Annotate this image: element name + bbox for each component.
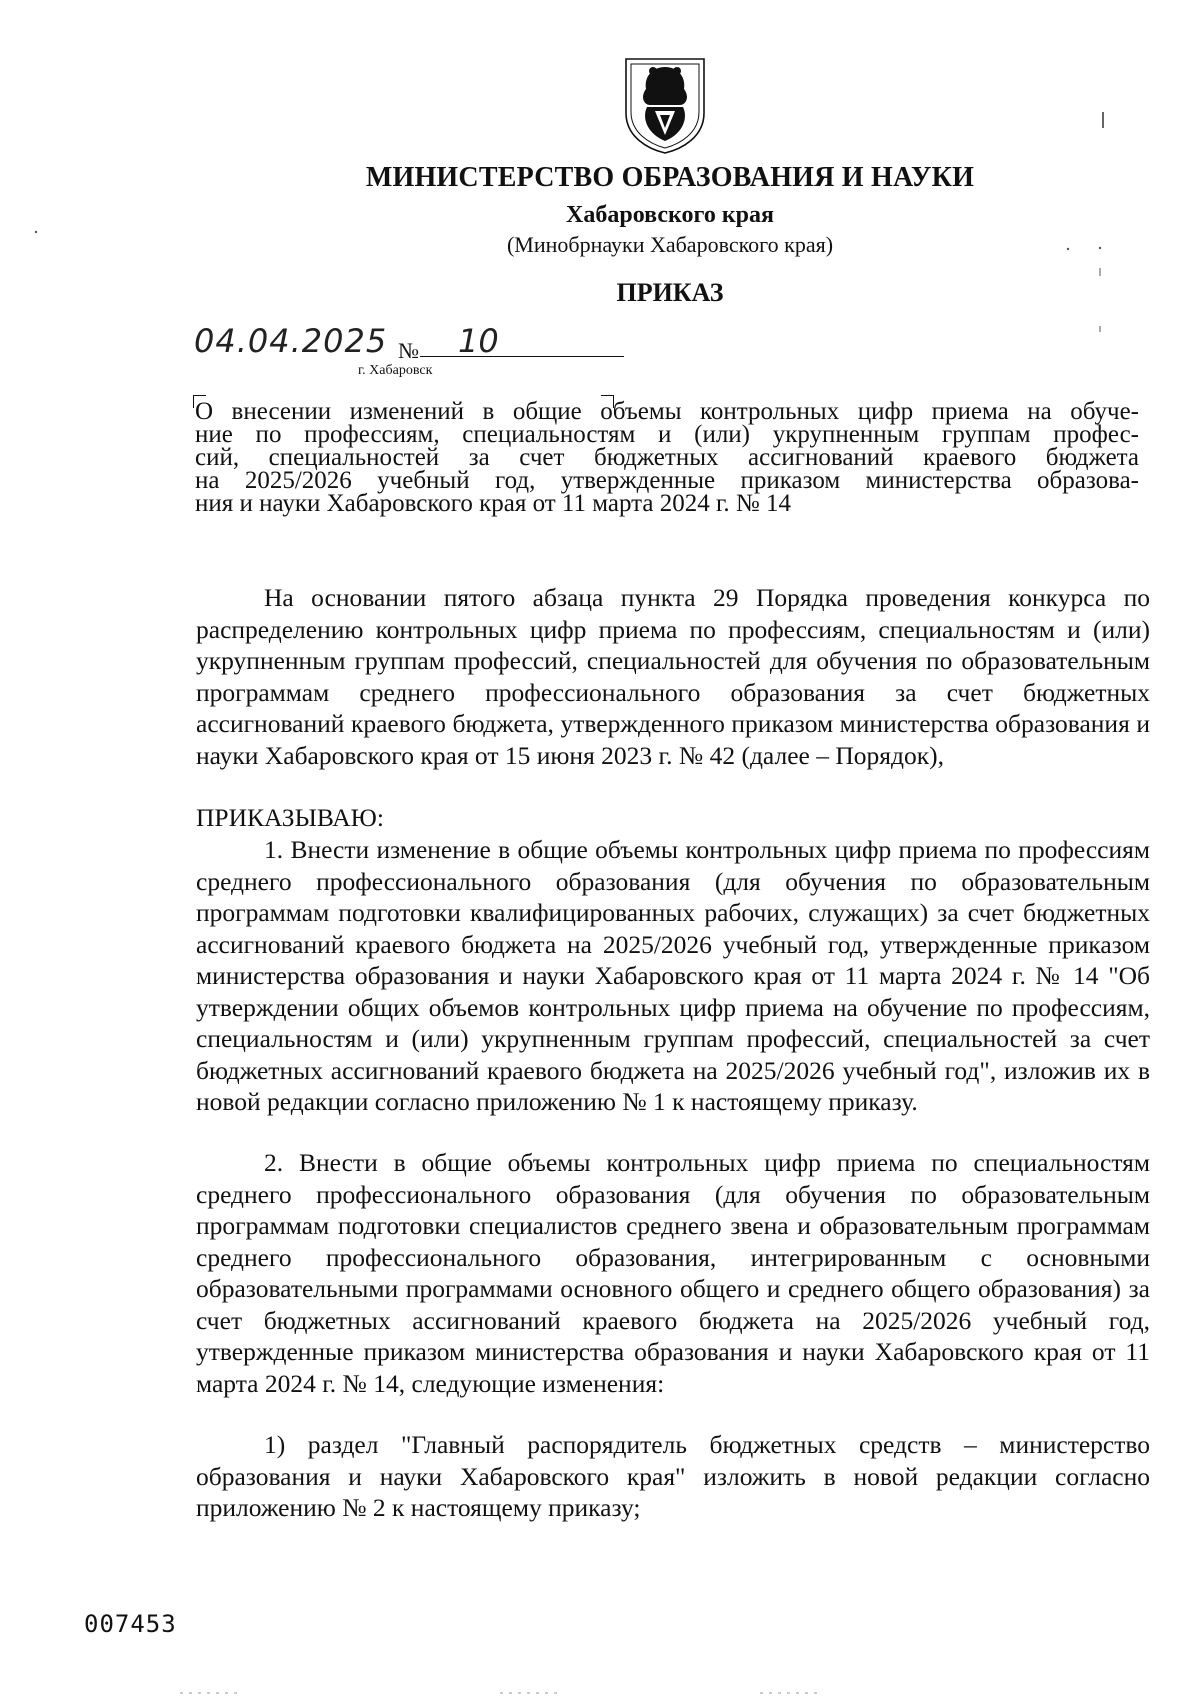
number-underline [420, 356, 624, 357]
number-sign: № [398, 338, 419, 363]
order-subject [195, 400, 1139, 515]
order-number: 10 [458, 322, 499, 360]
subject-line: ния и науки Хабаровского края от 11 марта 2024 г. № 14 [195, 490, 792, 517]
ministry-short-name: (Минобрнауки Хабаровского края) [506, 232, 834, 257]
ministry-region: Хабаровского края [566, 202, 774, 228]
subitem-1-text: 1) раздел "Главный распорядитель бюджетных средств – министерство образования и науки Хабаровского края" изложить в новой редакции согласно приложению № 2 к настоящему приказу; [196, 1430, 1150, 1522]
subject-line: сий, специальностей за счет бюджетных ассигнований краевого бюджета [195, 444, 1139, 471]
subject-line: на 2025/2026 учебный год, утвержденные приказом министерства образова- [195, 467, 1139, 494]
subject-line: ние по профессиям, специальностям и (или) укрупненным группам профес- [195, 421, 1139, 448]
document-code: 007453 [84, 1610, 177, 1638]
order-heading [196, 802, 1150, 834]
order-item-1 [196, 834, 1150, 1118]
ministry-title: МИНИСТЕРСТВО ОБРАЗОВАНИЯ И НАУКИ [365, 162, 975, 193]
order-word: ПРИКАЗЫВАЮ: [196, 803, 384, 832]
order-subitem-1 [196, 1429, 1150, 1524]
subject-line: О внесении изменений в общие объемы контрольных цифр приема на обуче- [195, 398, 1139, 425]
basis-paragraph [196, 582, 1150, 771]
basis-text: На основании пятого абзаца пункта 29 Порядка проведения конкурса по распределению контрольных цифр приема по профессиям, специальностям и (или) укрупненным группам профессий, специальностей для обучения по образовательным программам среднего профессионального образования за счет бюджетных ассигнований краевого бюджета, утвержденного приказом министерства образования и науки Хабаровского края от 15 июня 2023 г. № 42 (далее – Порядок), [196, 583, 1150, 770]
item-1-text: 1. Внести изменение в общие объемы контрольных цифр приема по профессиям среднего профессионального образования (для обучения по образовательным программам подготовки квалифицированных рабочих, служащих) за счет бюджетных ассигнований краевого бюджета на 2025/2026 учебный год, утвержденные приказом министерства образования и науки Хабаровского края от 11 марта 2024 г. № 14 "Об утверждении общих объемов контрольных цифр приема на обучение по профессиям, специальностям и (или) укрупненным группам профессий, специальностей за счет бюджетных ассигнований краевого бюджета на 2025/2026 учебный год", изложив их в новой редакции согласно приложению № 1 к настоящему приказу. [196, 835, 1150, 1116]
order-place: г. Хабаровск [358, 363, 433, 378]
item-2-text: 2. Внести в общие объемы контрольных цифр приема по специальностям среднего профессионального образования (для обучения по образовательным программам подготовки специалистов среднего звена и образовательным программам среднего профессионального образования, интегрированным с основными образовательными программами основного общего и среднего общего образования) за счет бюджетных ассигнований краевого бюджета на 2025/2026 учебный год, утвержденные приказом министерства образования и науки Хабаровского края от 11 марта 2024 г. № 14, следующие изменения: [196, 1148, 1150, 1398]
order-date: 04.04.2025 [194, 322, 388, 360]
order-item-2 [196, 1147, 1150, 1399]
document-type: ПРИКАЗ [616, 278, 724, 307]
coat-of-arms-icon [620, 55, 710, 155]
